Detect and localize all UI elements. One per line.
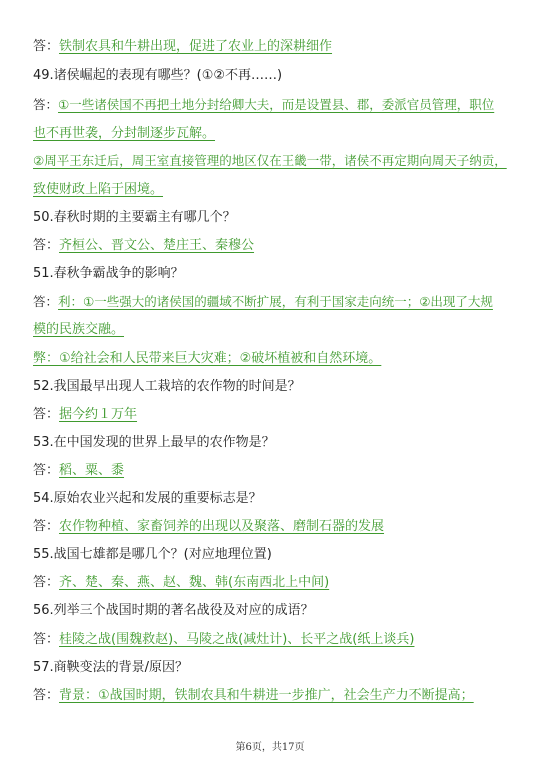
answer-prefix: 答： — [33, 238, 60, 253]
question-text: 51.春秋争霸战争的影响？ — [33, 266, 184, 281]
question-text: 55.战国七雄都是哪几个？(对应地理位置) — [33, 547, 272, 562]
answer-continuation — [33, 125, 510, 143]
answer-line — [33, 462, 510, 480]
answer-prefix: 答： — [33, 97, 59, 112]
answer-text: 稻、粟、黍 — [59, 463, 125, 478]
answer-continuation — [33, 181, 510, 199]
question-line — [33, 490, 510, 508]
question-text: 50.春秋时期的主要霸主有哪几个？ — [33, 210, 236, 225]
question-line — [33, 659, 510, 677]
answer-text: ①一些诸侯国不再把土地分封给卿大夫，而是设置县、郡，委派官员管理，职位 — [58, 97, 495, 112]
answer-continuation — [33, 321, 510, 339]
answer-prefix: 答： — [33, 463, 60, 478]
question-line — [33, 67, 510, 85]
question-text: 56.列举三个战国时期的著名战役及对应的成语？ — [33, 603, 314, 618]
question-line — [33, 209, 510, 227]
answer-line — [33, 631, 510, 649]
answer-line — [33, 518, 510, 536]
answer-text: 也不再世袭，分封制逐步瓦解。 — [33, 126, 216, 141]
question-line — [33, 378, 510, 396]
question-line — [33, 265, 510, 283]
question-line — [33, 434, 510, 452]
page-footer: 第6页，共17页 — [235, 742, 305, 753]
answer-text: 弊：①给社会和人民带来巨大灾难；②破坏植被和自然环境。 — [33, 351, 382, 366]
answer-text: 背景：①战国时期，铁制农具和牛耕进一步推广，社会生产力不断提高； — [59, 688, 474, 703]
answer-continuation — [33, 152, 510, 170]
question-line — [33, 602, 510, 620]
answer-text: 利：①一些强大的诸侯国的疆域不断扩展，有利于国家走向统一；②出现了大规 — [58, 294, 493, 309]
question-text: 49.诸侯崛起的表现有哪些？(①②不再……) — [33, 68, 283, 83]
answer-line — [33, 38, 510, 56]
answer-prefix: 答： — [33, 688, 60, 703]
answer-prefix: 答： — [33, 294, 59, 309]
question-line — [33, 546, 510, 564]
answer-text: 模的民族交融。 — [33, 322, 125, 337]
answer-text: 致使财政上陷于困境。 — [33, 182, 164, 197]
answer-line — [33, 293, 510, 311]
answer-line — [33, 237, 510, 255]
question-text: 54.原始农业兴起和发展的重要标志是？ — [33, 491, 262, 506]
answer-text: 齐桓公、晋文公、楚庄王、秦穆公 — [59, 238, 255, 253]
answer-prefix: 答： — [33, 632, 60, 647]
question-text: 52.我国最早出现人工栽培的农作物的时间是？ — [33, 379, 301, 394]
answer-text: 桂陵之战(围魏救赵)、马陵之战(减灶计)、长平之战(纸上谈兵) — [59, 632, 415, 647]
answer-line — [33, 406, 510, 424]
answer-line — [33, 96, 510, 114]
answer-line — [33, 574, 510, 592]
answer-text: ②周平王东迁后，周王室直接管理的地区仅在王畿一带，诸侯不再定期向周天子纳贡， — [33, 153, 507, 168]
answer-text: 铁制农具和牛耕出现，促进了农业上的深耕细作 — [59, 39, 333, 54]
answer-text: 齐、楚、秦、燕、赵、魏、韩(东南西北上中间) — [59, 575, 330, 590]
answer-continuation — [33, 350, 510, 368]
answer-text: 据今约１万年 — [59, 407, 138, 422]
question-text: 57.商鞅变法的背景/原因？ — [33, 660, 189, 675]
answer-prefix: 答： — [33, 575, 60, 590]
answer-line — [33, 687, 510, 705]
answer-prefix: 答： — [33, 39, 60, 54]
answer-prefix: 答： — [33, 519, 60, 534]
question-text: 53.在中国发现的世界上最早的农作物是？ — [33, 435, 275, 450]
answer-prefix: 答： — [33, 407, 60, 422]
answer-text: 农作物种植、家畜饲养的出现以及聚落、磨制石器的发展 — [59, 519, 385, 534]
